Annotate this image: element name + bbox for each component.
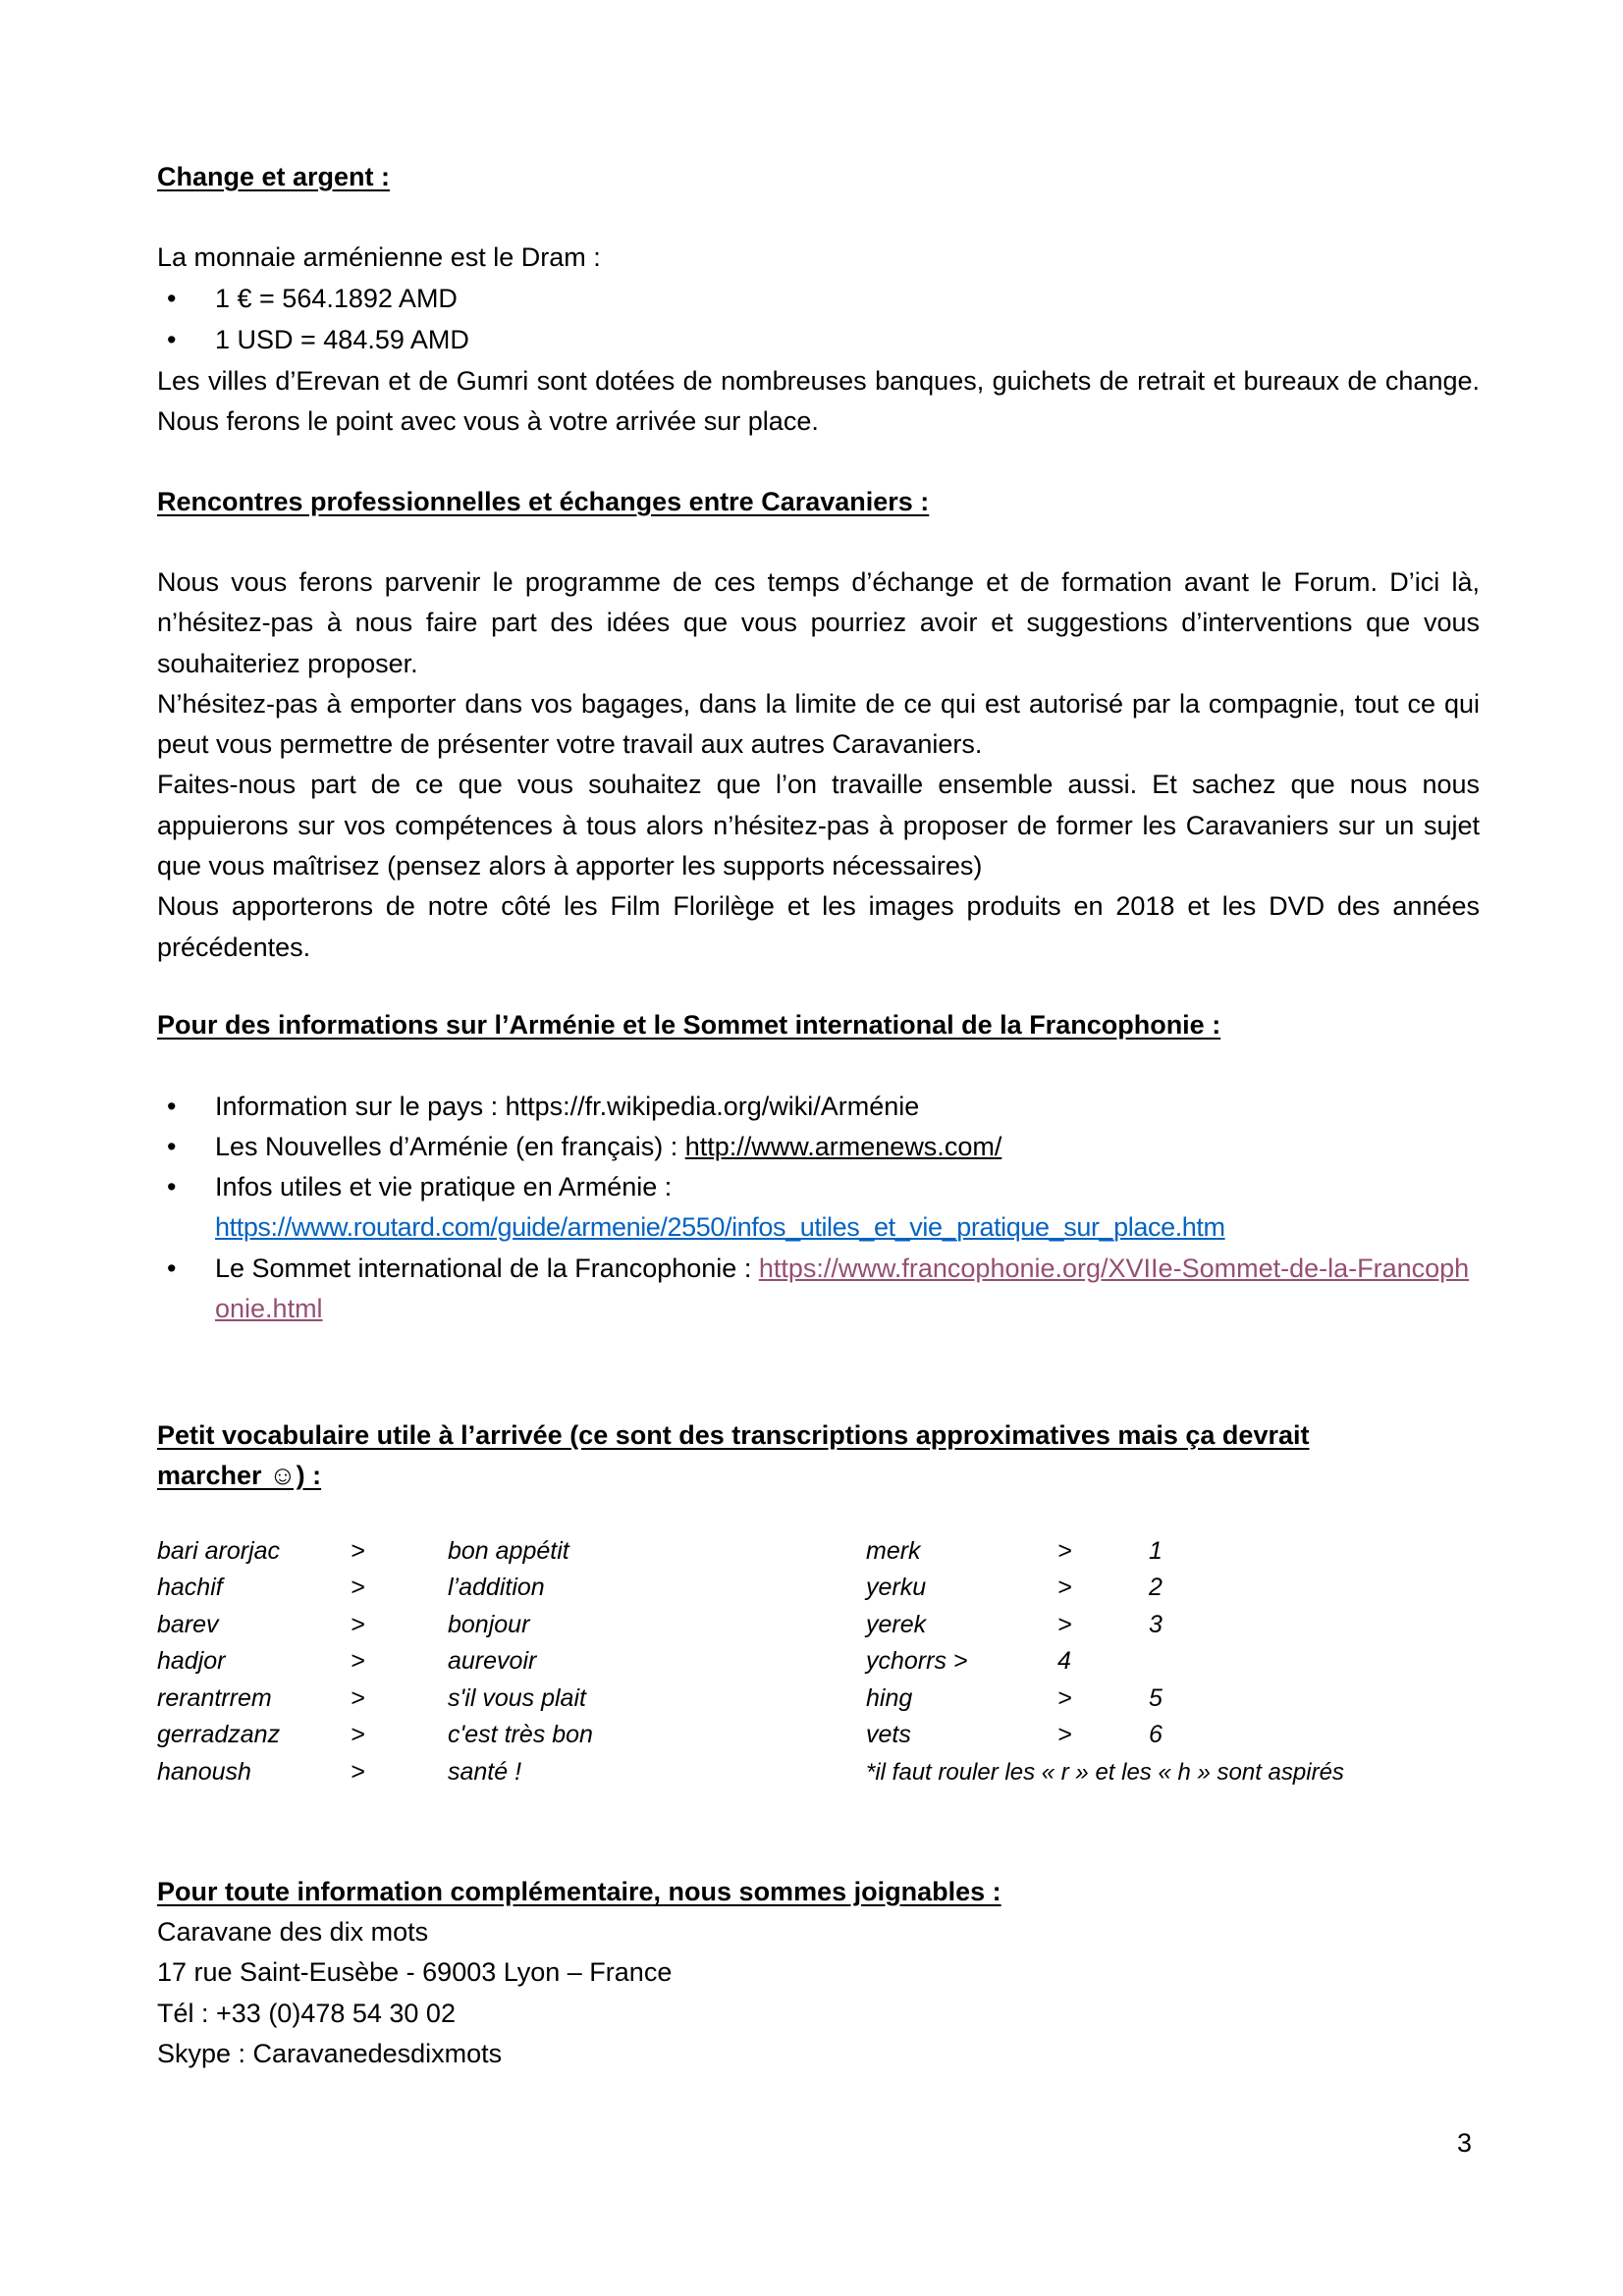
- vocab-arrow: >: [1057, 1721, 1072, 1748]
- paragraph: N’hésitez-pas à emporter dans vos bagages, dans la limite de ce qui est autorisé par la compagnie, tout ce qui peut vous permettre de présenter votre travail aux autres Caravaniers.: [157, 688, 1480, 760]
- vocab-word: rerantrrem: [157, 1684, 272, 1712]
- vocab-arrow: >: [351, 1611, 365, 1638]
- vocab-word: yerku: [866, 1574, 927, 1601]
- vocab-meaning: s'il vous plait: [448, 1684, 586, 1712]
- contact-phone: Tél : +33 (0)478 54 30 02: [157, 1998, 456, 2028]
- vocab-word: vets: [866, 1721, 911, 1748]
- vocab-arrow: >: [351, 1758, 365, 1786]
- vocab-word: hanoush: [157, 1758, 251, 1786]
- vocab-meaning: santé !: [448, 1758, 522, 1786]
- vocab-word: merk: [866, 1537, 921, 1565]
- vocab-meaning: aurevoir: [448, 1647, 537, 1675]
- vocab-arrow: >: [351, 1684, 365, 1712]
- vocab-word: hachif: [157, 1574, 223, 1601]
- vocab-meaning: c'est très bon: [448, 1721, 593, 1748]
- heading-contact: Pour toute information complémentaire, nous sommes joignables :: [157, 1877, 1001, 1906]
- vocab-number: 1: [1149, 1537, 1163, 1565]
- vocab-word: hing: [866, 1684, 913, 1712]
- change-paragraph: Les villes d’Erevan et de Gumri sont dotées de nombreuses banques, guichets de retrait et bureaux de change. Nous ferons le point avec vous à votre arrivée sur place.: [157, 366, 1480, 437]
- heading-vocab: Petit vocabulaire utile à l’arrivée (ce sont des transcriptions approximatives mais ça devrait marcher ☺) :: [157, 1420, 1310, 1491]
- vocab-note: *il faut rouler les « r » et les « h » sont aspirés: [866, 1759, 1344, 1786]
- vocab-arrow: >: [1057, 1537, 1072, 1565]
- page-number: 3: [1457, 2128, 1473, 2158]
- contact-address: 17 rue Saint-Eusèbe - 69003 Lyon – France: [157, 1957, 673, 1988]
- rencontres-body: [157, 562, 1480, 968]
- bullet-icon: •: [167, 325, 177, 354]
- contact-block: [157, 1912, 1480, 2074]
- vocab-word: barev: [157, 1611, 219, 1638]
- vocab-meaning: bonjour: [448, 1611, 530, 1638]
- paragraph: Faites-nous part de ce que vous souhaitez que l’on travaille ensemble aussi. Et sachez que nous nous appuierons sur vos compétences à tous alors n’hésitez-pas à proposer de former les Caravaniers sur un sujet que vous maîtrisez (pensez alors à apporter les supports nécessaires): [157, 770, 1480, 881]
- vocab-meaning: bon appétit: [448, 1537, 569, 1565]
- bullet-icon: •: [167, 1092, 177, 1121]
- vocab-number: 6: [1149, 1721, 1163, 1748]
- vocab-word: hadjor: [157, 1647, 226, 1675]
- vocab-word: gerradzanz: [157, 1721, 281, 1748]
- bullet-icon: •: [167, 1132, 177, 1161]
- bullet-icon: •: [167, 1172, 177, 1201]
- vocab-arrow: >: [1057, 1611, 1072, 1638]
- vocab-arrow: >: [351, 1647, 365, 1675]
- change-intro: La monnaie arménienne est le Dram :: [157, 242, 601, 272]
- vocab-number: 3: [1149, 1611, 1163, 1638]
- paragraph: Nous vous ferons parvenir le programme de ces temps d’échange et de formation avant le Forum. D’ici là, n’hésitez-pas à nous faire part des idées que vous pourriez avoir et suggestions d’interventions que vous souhaiteriez proposer.: [157, 567, 1480, 678]
- vocab-number: 5: [1149, 1684, 1163, 1712]
- vocab-arrow: >: [351, 1721, 365, 1748]
- bullet-icon: •: [167, 284, 177, 313]
- bullet-icon: •: [167, 1254, 177, 1283]
- vocab-word: bari arorjac: [157, 1537, 281, 1565]
- paragraph: Nous apporterons de notre côté les Film Florilège et les images produits en 2018 et les DVD des années précédentes.: [157, 891, 1480, 962]
- contact-org: Caravane des dix mots: [157, 1917, 429, 1947]
- link-armenews[interactable]: http://www.armenews.com/: [684, 1132, 1002, 1161]
- vocab-arrow: >: [351, 1537, 365, 1565]
- vocab-arrow: >: [1057, 1684, 1072, 1712]
- link-routard[interactable]: https://www.routard.com/guide/armenie/2550/infos_utiles_et_vie_pratique_sur_place.htm: [215, 1212, 1225, 1243]
- vocab-word: yerek: [866, 1611, 927, 1638]
- link-francophonie[interactable]: https://www.francophonie.org/XVIIe-Sommet-de-la-Francophonie.html: [215, 1254, 1470, 1324]
- contact-skype: Skype : Caravanedesdixmots: [157, 2038, 503, 2068]
- heading-infos: Pour des informations sur l’Arménie et le Sommet international de la Francophonie :: [157, 1010, 1221, 1040]
- vocab-arrow: >: [1057, 1574, 1072, 1601]
- heading-change: Change et argent :: [157, 162, 391, 191]
- vocab-word: ychorrs >: [866, 1647, 968, 1675]
- vocab-number: 2: [1149, 1574, 1163, 1601]
- vocab-number: 4: [1057, 1647, 1071, 1675]
- heading-rencontres: Rencontres professionnelles et échanges entre Caravaniers :: [157, 487, 930, 516]
- vocab-arrow: >: [351, 1574, 365, 1601]
- vocab-meaning: l’addition: [448, 1574, 545, 1601]
